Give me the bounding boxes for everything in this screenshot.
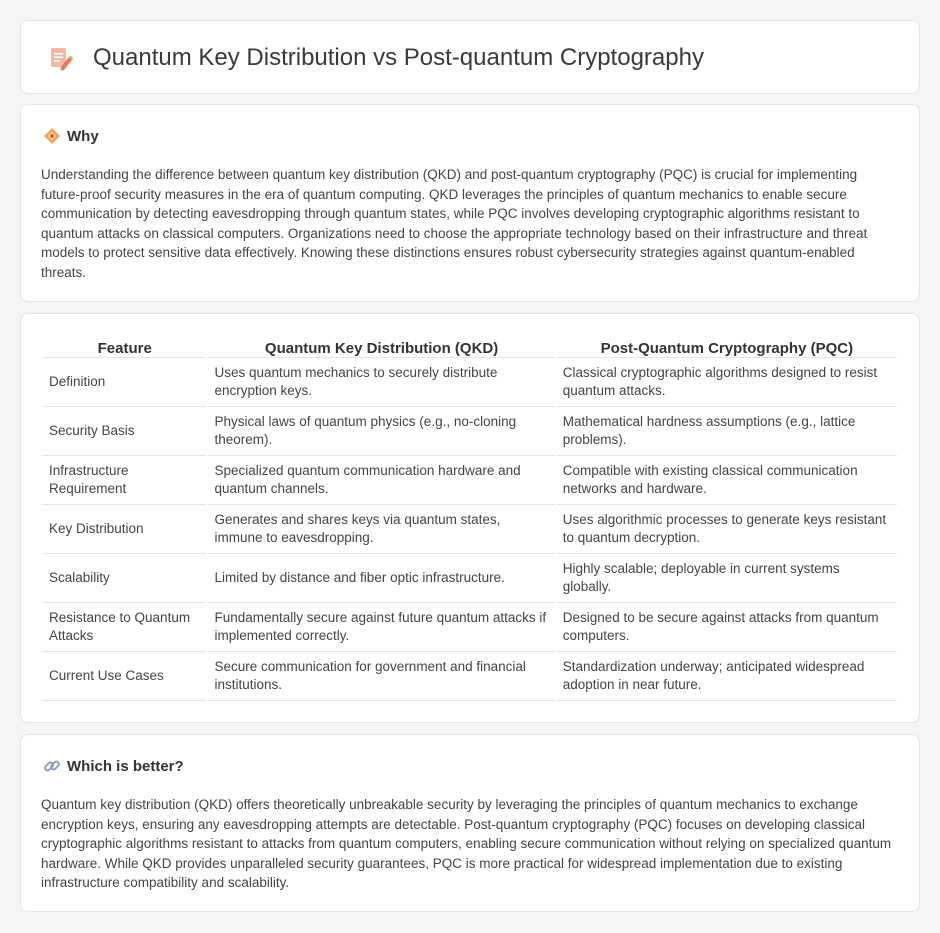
- table-row: [43, 358, 897, 407]
- table-row: [43, 505, 897, 554]
- pqc-cell: Classical cryptographic algorithms designed to resist quantum attacks.: [557, 358, 897, 407]
- why-title: Why: [67, 127, 99, 145]
- comparison-card: [20, 313, 920, 723]
- header-feature: Feature: [43, 334, 206, 358]
- pqc-cell: Highly scalable; deployable in current systems globally.: [557, 554, 897, 603]
- table-row: [43, 603, 897, 652]
- which-better-text: Quantum key distribution (QKD) offers theoretically unbreakable security by leveraging the principles of quantum mechanics to exchange encryption keys, ensuring any eavesdropping attempts are detectable. Post-quantum cryptography (PQC) focuses on developing classical cryptographic algorithms resistant to attacks from quantum computers, enabling secure communication without relying on specialized quantum hardware. While QKD provides unparalleled security guarantees, PQC is more practical for widespread implementation due to existing infrastructure compatibility and scalability.: [41, 797, 892, 890]
- qkd-cell: Uses quantum mechanics to securely distribute encryption keys.: [208, 358, 554, 407]
- feature-cell: Scalability: [43, 554, 206, 603]
- table-row: [43, 554, 897, 603]
- qkd-cell: Generates and shares keys via quantum states, immune to eavesdropping.: [208, 505, 554, 554]
- pqc-cell: Designed to be secure against attacks from quantum computers.: [557, 603, 897, 652]
- which-better-title: Which is better?: [67, 757, 184, 775]
- feature-cell: Resistance to Quantum Attacks: [43, 603, 206, 652]
- link-icon: [43, 757, 61, 775]
- header-card: [20, 20, 920, 94]
- feature-cell: Security Basis: [43, 407, 206, 456]
- feature-cell: Definition: [43, 358, 206, 407]
- pqc-cell: Standardization underway; anticipated widespread adoption in near future.: [557, 652, 897, 701]
- pqc-cell: Uses algorithmic processes to generate keys resistant to quantum decryption.: [557, 505, 897, 554]
- qkd-cell: Specialized quantum communication hardware and quantum channels.: [208, 456, 554, 505]
- which-better-section: [20, 734, 920, 912]
- table-header-row: [43, 334, 897, 358]
- qkd-cell: Physical laws of quantum physics (e.g., no-cloning theorem).: [208, 407, 554, 456]
- table-row: [43, 456, 897, 505]
- comparison-table: [41, 334, 899, 701]
- header-pqc: Post-Quantum Cryptography (PQC): [557, 334, 897, 358]
- diamond-icon: [43, 127, 61, 145]
- pqc-cell: Mathematical hardness assumptions (e.g., lattice problems).: [557, 407, 897, 456]
- qkd-cell: Limited by distance and fiber optic infrastructure.: [208, 554, 554, 603]
- feature-cell: Key Distribution: [43, 505, 206, 554]
- table-row: [43, 407, 897, 456]
- document-edit-icon: [47, 45, 73, 71]
- page-title: Quantum Key Distribution vs Post-quantum Cryptography: [93, 44, 704, 71]
- pqc-cell: Compatible with existing classical communication networks and hardware.: [557, 456, 897, 505]
- why-section: [20, 104, 920, 302]
- qkd-cell: Secure communication for government and financial institutions.: [208, 652, 554, 701]
- header-qkd: Quantum Key Distribution (QKD): [208, 334, 554, 358]
- feature-cell: Current Use Cases: [43, 652, 206, 701]
- table-row: [43, 652, 897, 701]
- feature-cell: Infrastructure Requirement: [43, 456, 206, 505]
- why-text: Understanding the difference between quantum key distribution (QKD) and post-quantum cryptography (PQC) is crucial for implementing future-proof security measures in the era of quantum computing. QKD leverages the principles of quantum mechanics to enable secure communication by detecting eavesdropping through quantum states, while PQC involves developing cryptographic algorithms resistant to quantum attacks on classical computers. Organizations need to choose the appropriate technology based on their infrastructure and threat models to protect sensitive data effectively. Knowing these distinctions ensures robust cybersecurity strategies against quantum-enabled threats.: [41, 167, 868, 280]
- qkd-cell: Fundamentally secure against future quantum attacks if implemented correctly.: [208, 603, 554, 652]
